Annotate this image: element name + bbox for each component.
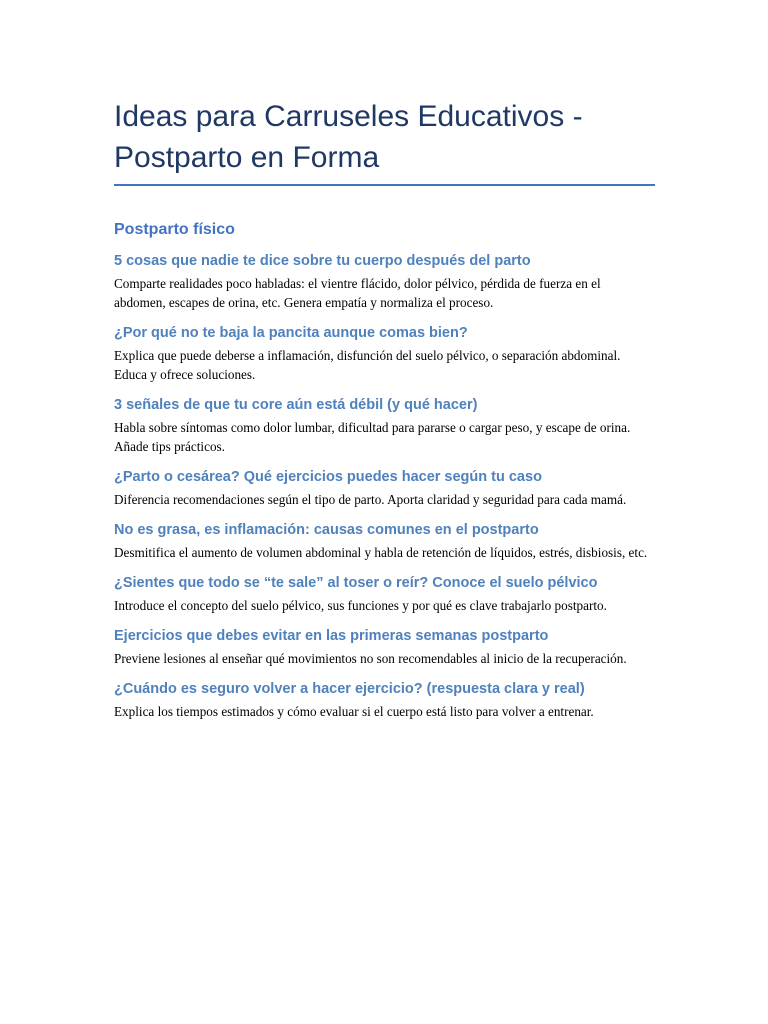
idea-title: No es grasa, es inflamación: causas comunes en el postparto — [114, 522, 539, 538]
idea-item — [114, 680, 655, 721]
idea-description: Introduce el concepto del suelo pélvico, sus funciones y por qué es clave trabajarlo postparto. — [114, 598, 607, 613]
idea-item — [114, 396, 655, 456]
idea-title: ¿Por qué no te baja la pancita aunque comas bien? — [114, 325, 468, 341]
idea-item — [114, 324, 655, 384]
idea-description: Habla sobre síntomas como dolor lumbar, dificultad para pararse o cargar peso, y escape de orina. Añade tips prácticos. — [114, 420, 631, 454]
idea-list — [114, 252, 655, 721]
idea-item — [114, 574, 655, 615]
idea-item — [114, 521, 655, 562]
idea-title: ¿Sientes que todo se “te sale” al toser o reír? Conoce el suelo pélvico — [114, 575, 598, 591]
idea-title: ¿Cuándo es seguro volver a hacer ejercicio? (respuesta clara y real) — [114, 681, 585, 697]
document-page — [114, 96, 655, 733]
idea-item — [114, 627, 655, 668]
idea-description: Desmitifica el aumento de volumen abdominal y habla de retención de líquidos, estrés, disbiosis, etc. — [114, 545, 648, 560]
idea-description: Explica los tiempos estimados y cómo evaluar si el cuerpo está listo para volver a entrenar. — [114, 704, 594, 719]
idea-item — [114, 252, 655, 312]
idea-description: Previene lesiones al enseñar qué movimientos no son recomendables al inicio de la recuperación. — [114, 651, 627, 666]
document-title: Ideas para Carruseles Educativos - Postparto en Forma — [114, 96, 655, 186]
section-heading: Postparto físico — [114, 221, 235, 238]
idea-description: Explica que puede deberse a inflamación, disfunción del suelo pélvico, o separación abdominal. Educa y ofrece soluciones. — [114, 348, 621, 382]
idea-title: Ejercicios que debes evitar en las primeras semanas postparto — [114, 628, 549, 644]
idea-item — [114, 468, 655, 509]
idea-title: 3 señales de que tu core aún está débil (y qué hacer) — [114, 397, 478, 413]
idea-description: Diferencia recomendaciones según el tipo de parto. Aporta claridad y seguridad para cada mamá. — [114, 492, 627, 507]
idea-title: ¿Parto o cesárea? Qué ejercicios puedes hacer según tu caso — [114, 469, 542, 485]
idea-title: 5 cosas que nadie te dice sobre tu cuerpo después del parto — [114, 253, 531, 269]
idea-description: Comparte realidades poco habladas: el vientre flácido, dolor pélvico, pérdida de fuerza en el abdomen, escapes de orina, etc. Genera empatía y normaliza el proceso. — [114, 276, 601, 310]
